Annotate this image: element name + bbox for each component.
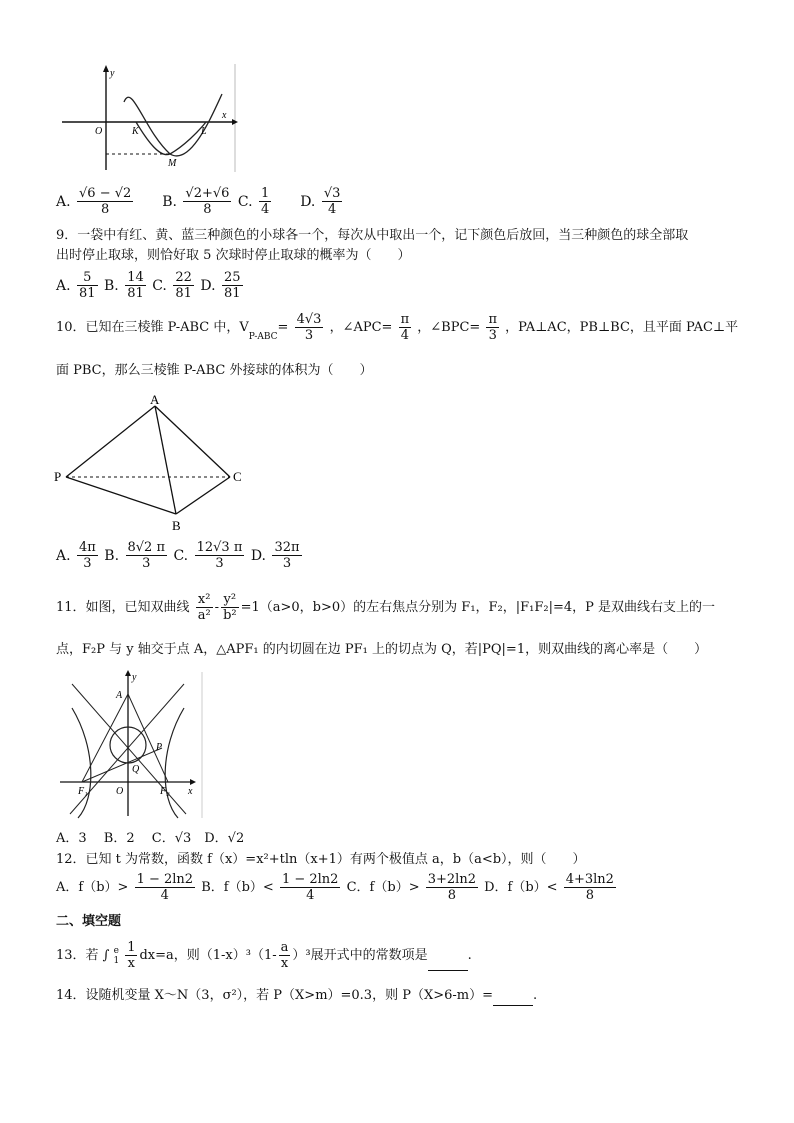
fig8-l: L [201,126,207,137]
fig11-o: O [116,786,124,797]
q10-c-label: C. [173,547,189,564]
fig11-a: A [116,690,123,701]
q10-d-label: D. [250,547,267,564]
q11-line2: 点，F₂P 与 y 轴交于点 A，△APF₁ 的内切圆在边 PF₁ 上的切点为 Q，若|PQ|=1，则双曲线的离心率是（ ） [56,642,708,657]
q10-b-label: B. [104,547,120,564]
q13-answer-blank[interactable] [428,956,468,971]
fig8-o: O [95,126,103,137]
q10-line1 [56,312,738,346]
q10-prefix: 10．已知在三棱锥 P-ABC 中，V [56,319,249,335]
q9-options [56,270,245,301]
q10-bpc-frac: $\frac{\pi}{3}$ [488,312,497,343]
q10-options [56,540,304,571]
q12-b-label: B．f（b）< [201,879,274,895]
fig8-m: M [168,158,177,169]
q9-a-label: A. [56,277,71,294]
q10-eq: = [277,319,289,335]
q11-options: A．3 B．2 C．√3 D．√2 [56,831,245,846]
fig10-b: B [172,518,181,533]
q8-a-label: A. [56,193,71,210]
q9-a-frac: $\frac{5}{81}$ [79,270,96,301]
q12-b-frac: $\frac{1 - 2\ln 2}{4}$ [281,872,339,903]
q14-tail: . [533,988,538,1003]
q9-b-label: B. [104,277,119,294]
q10-a-frac: $\frac{4\pi}{3}$ [79,540,96,571]
q13-line [56,940,472,971]
q12-d-label: D．f（b）< [484,879,558,895]
q10-b-frac: $\frac{8√2 \pi}{3}$ [127,540,166,571]
q12-c-frac: $\frac{3+2\ln 2}{8}$ [427,872,476,903]
section-fill-in-heading: 二、填空题 [56,914,122,929]
q12-a-label: A．f（b）> [56,879,129,895]
q9-line1: 9．一袋中有红、黄、蓝三种颜色的小球各一个，每次从中取出一个，记下颜色后放回，当三种颜色的球全部取 [56,228,689,243]
q8-c-frac: $\frac{1}{4}$ [261,186,270,217]
q13-mid: dx=a，则（1-x）³（1- [139,947,277,963]
q12-c-label: C．f（b）> [346,879,420,895]
q9-c-frac: $\frac{22}{81}$ [175,270,192,301]
q12-line1: 12．已知 t 为常数，函数 f（x）=x²+tln（x+1）有两个极值点 a，b（a<b），则（ ） [56,852,586,867]
q10-a-label: A. [56,547,71,564]
fig11-f1: F₁ [78,786,88,797]
q11-rest: =1（a>0，b>0）的左右焦点分别为 F₁，F₂，|F₁F₂|=4，P 是双曲线右支上的一 [240,599,716,615]
fig11-y: y [132,672,137,683]
fig11-f2: F₂ [160,786,170,797]
q10-apc: ，∠APC= [329,319,393,335]
q10-tetrahedron [52,390,252,535]
q10-rest: ，PA⊥AC，PB⊥BC，且平面 PAC⊥平 [505,319,739,335]
fig11-p: P [156,742,163,753]
q8-b-label: B. [162,193,177,210]
q13-limits: e 1 [113,945,120,966]
q11-y-frac: $\frac{\text{y²}}{\text{b²}}$ [223,592,237,623]
q11-x-frac: $\frac{\text{x²}}{\text{a²}}$ [197,592,211,623]
q8-c-label: C. [237,193,253,210]
q14-text: 14．设随机变量 X～N（3，σ²），若 P（X>m）=0.3，则 P（X>6-m）= [56,988,493,1003]
q12-a-frac: $\frac{1 - 2\ln 2}{4}$ [136,872,194,903]
q10-c-frac: $\frac{12√3 \pi}{3}$ [196,540,243,571]
q10-bpc: ，∠BPC= [417,319,481,335]
q10-d-frac: $\frac{32\pi}{3}$ [274,540,300,571]
fig11-x: x [188,786,193,797]
q12-d-frac: $\frac{4+3\ln 2}{8}$ [565,872,614,903]
q8-options [56,186,344,217]
q11-minus: - [214,599,220,615]
q9-b-frac: $\frac{14}{81}$ [127,270,144,301]
q8-graph [60,62,240,174]
q14-answer-blank[interactable] [493,991,533,1006]
q8-b-frac: $\frac{√2+√6}{8}$ [185,186,230,217]
q11-hyperbola [56,668,206,820]
q9-line2: 出时停止取球，则恰好取 5 次球时停止取球的概率为（ ） [56,248,411,263]
q13-end: ）³展开式中的常数项是 [292,947,428,963]
fig10-c: C [233,469,242,484]
q13-integrand: $\frac{1}{x}$ [127,940,136,971]
q9-d-frac: $\frac{25}{81}$ [223,270,241,301]
q10-v-frac: $\frac{4√3}{3}$ [296,312,322,343]
q12-options [56,872,618,903]
q9-d-label: D. [200,277,216,294]
fig10-a: A [150,392,160,407]
q10-apc-frac: $\frac{\pi}{4}$ [400,312,410,343]
q14-line [56,987,537,1006]
fig8-y: y [110,68,115,79]
q8-d-label: D. [300,193,316,210]
q10-sub: P-ABC [248,332,278,342]
q11-line1 [56,592,715,623]
fig10-p: P [54,469,62,484]
q13-prefix: 13．若 ∫ [56,947,110,963]
q8-a-frac: $\frac{√6 - √2}{8}$ [79,186,132,217]
fig8-k: K [132,126,139,137]
q11-prefix: 11．如图，已知双曲线 [56,599,190,615]
q13-tail: . [467,947,472,963]
q8-d-frac: $\frac{√3}{4}$ [323,186,341,217]
q9-c-label: C. [152,277,167,294]
q13-a-frac: $\frac{a}{x}$ [280,940,289,971]
fig11-q: Q [132,764,140,775]
fig8-x: x [222,110,227,121]
q10-line2: 面 PBC，那么三棱锥 P-ABC 外接球的体积为（ ） [56,363,373,378]
